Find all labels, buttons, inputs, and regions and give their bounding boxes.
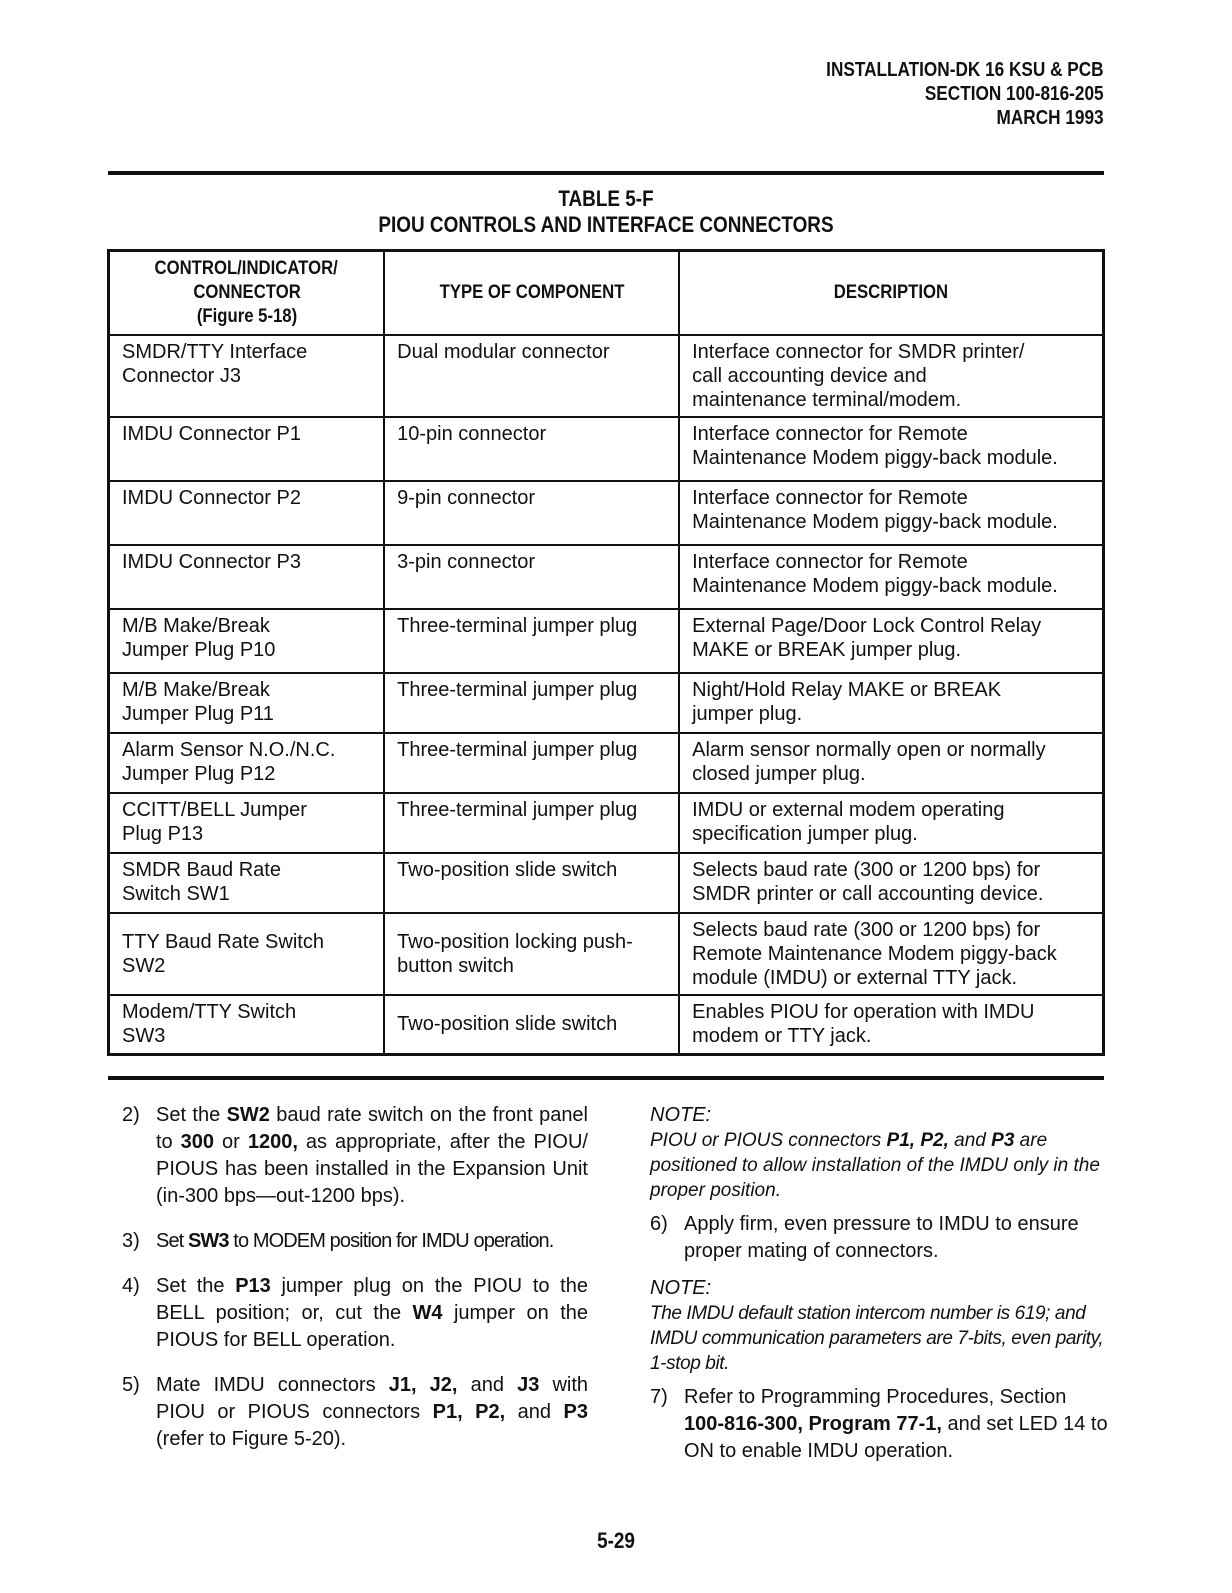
note-intercom: The IMDU default station intercom number is 619; and IMDU communication parameters are 7-bits, even parity, 1-stop bit. bbox=[650, 1303, 1104, 1374]
cell-type: 10-pin connector bbox=[384, 417, 679, 481]
step-4: 4) Set the P13 jumper plug on the PIOU to the BELL position; or, cut the W4 jumper on the PIOUS for BELL operation. bbox=[122, 1275, 588, 1351]
header-section: SECTION 100-816-205 bbox=[925, 83, 1104, 105]
table-row bbox=[109, 853, 1104, 913]
cell-type: Three-terminal jumper plug bbox=[384, 609, 679, 673]
table-row bbox=[109, 913, 1104, 995]
cell-description: External Page/Door Lock Control Relay MAKE or BREAK jumper plug. bbox=[679, 609, 1103, 673]
cell-type: Dual modular connector bbox=[384, 335, 679, 417]
cell-control: IMDU Connector P1 bbox=[109, 417, 385, 481]
step-3: 3) Set SW3 to MODEM position for IMDU operation. bbox=[122, 1230, 554, 1252]
table-caption: PIOU CONTROLS AND INTERFACE CONNECTORS bbox=[378, 212, 834, 237]
cell-description: Interface connector for Remote Maintenance Modem piggy-back module. bbox=[679, 481, 1103, 545]
cell-description: Interface connector for Remote Maintenance Modem piggy-back module. bbox=[679, 545, 1103, 609]
left-column bbox=[122, 1102, 588, 1471]
header-title: INSTALLATION-DK 16 KSU & PCB bbox=[826, 59, 1104, 81]
step-2: 2) Set the SW2 baud rate switch on the front panel to 300 or 1200, as appropriate, after the PIOU/ PIOUS has been installed in the Expansion Unit (in-300 bps—out-1200 bps). bbox=[122, 1104, 589, 1207]
bottom-rule bbox=[108, 1076, 1104, 1080]
step-5: 5) Mate IMDU connectors J1, J2, and J3 with PIOU or PIOUS connectors P1, P2, and P3 (refer to Figure 5-20). bbox=[122, 1374, 589, 1450]
cell-type: 3-pin connector bbox=[384, 545, 679, 609]
step-6: 6) Apply firm, even pressure to IMDU to ensure proper mating of connectors. bbox=[650, 1213, 1079, 1262]
table-row bbox=[109, 335, 1104, 417]
table-row bbox=[109, 545, 1104, 609]
table-row bbox=[109, 673, 1104, 733]
cell-control: IMDU Connector P2 bbox=[109, 481, 385, 545]
header-date: MARCH 1993 bbox=[996, 107, 1104, 129]
cell-control: M/B Make/Break Jumper Plug P10 bbox=[109, 609, 385, 673]
page-number: 5-29 bbox=[597, 1528, 635, 1553]
cell-type: Two-position slide switch bbox=[384, 995, 679, 1055]
cell-description: Interface connector for SMDR printer/ call accounting device and maintenance terminal/modem. bbox=[679, 335, 1103, 417]
header-description: DESCRIPTION bbox=[679, 251, 1103, 335]
cell-type: Three-terminal jumper plug bbox=[384, 733, 679, 793]
table-row bbox=[109, 793, 1104, 853]
table-row bbox=[109, 733, 1104, 793]
cell-description: Selects baud rate (300 or 1200 bps) for SMDR printer or call accounting device. bbox=[679, 853, 1103, 913]
cell-description: Alarm sensor normally open or normally closed jumper plug. bbox=[679, 733, 1103, 793]
document-header bbox=[827, 58, 1104, 130]
cell-type: Three-terminal jumper plug bbox=[384, 793, 679, 853]
table-row bbox=[109, 417, 1104, 481]
table-header-row bbox=[109, 251, 1104, 335]
cell-description: Interface connector for Remote Maintenance Modem piggy-back module. bbox=[679, 417, 1103, 481]
cell-type: Three-terminal jumper plug bbox=[384, 673, 679, 733]
table-number: TABLE 5-F bbox=[558, 186, 654, 211]
cell-control: Alarm Sensor N.O./N.C. Jumper Plug P12 bbox=[109, 733, 385, 793]
cell-control: M/B Make/Break Jumper Plug P11 bbox=[109, 673, 385, 733]
cell-control: TTY Baud Rate Switch SW2 bbox=[109, 913, 385, 995]
piou-controls-table bbox=[107, 249, 1105, 1056]
cell-description: Night/Hold Relay MAKE or BREAK jumper plug. bbox=[679, 673, 1103, 733]
table-row bbox=[109, 995, 1104, 1055]
step-7: 7) Refer to Programming Procedures, Section 100-816-300, Program 77-1, and set LED 14 to ON to enable IMDU operation. bbox=[650, 1386, 1108, 1462]
header-control: CONTROL/INDICATOR/ CONNECTOR (Figure 5-18) bbox=[109, 251, 385, 335]
note-label: NOTE: bbox=[650, 1104, 712, 1126]
cell-description: Enables PIOU for operation with IMDU modem or TTY jack. bbox=[679, 995, 1103, 1055]
note-label: NOTE: bbox=[650, 1277, 712, 1299]
cell-description: IMDU or external modem operating specification jumper plug. bbox=[679, 793, 1103, 853]
table-row bbox=[109, 481, 1104, 545]
cell-type: Two-position slide switch bbox=[384, 853, 679, 913]
cell-control: IMDU Connector P3 bbox=[109, 545, 385, 609]
top-rule bbox=[108, 171, 1104, 175]
right-column bbox=[650, 1102, 1110, 1475]
cell-control: Modem/TTY Switch SW3 bbox=[109, 995, 385, 1055]
cell-control: SMDR Baud Rate Switch SW1 bbox=[109, 853, 385, 913]
cell-type: 9-pin connector bbox=[384, 481, 679, 545]
table-row bbox=[109, 609, 1104, 673]
cell-control: SMDR/TTY Interface Connector J3 bbox=[109, 335, 385, 417]
cell-type: Two-position locking push- button switch bbox=[384, 913, 679, 995]
cell-control: CCITT/BELL Jumper Plug P13 bbox=[109, 793, 385, 853]
header-type: TYPE OF COMPONENT bbox=[384, 251, 679, 335]
table-title bbox=[108, 186, 1104, 238]
cell-description: Selects baud rate (300 or 1200 bps) for Remote Maintenance Modem piggy-back module (IMDU) or external TTY jack. bbox=[679, 913, 1103, 995]
note-connectors: PIOU or PIOUS connectors P1, P2, and P3 are positioned to allow installation of the IMDU only in the proper position. bbox=[650, 1130, 1100, 1201]
